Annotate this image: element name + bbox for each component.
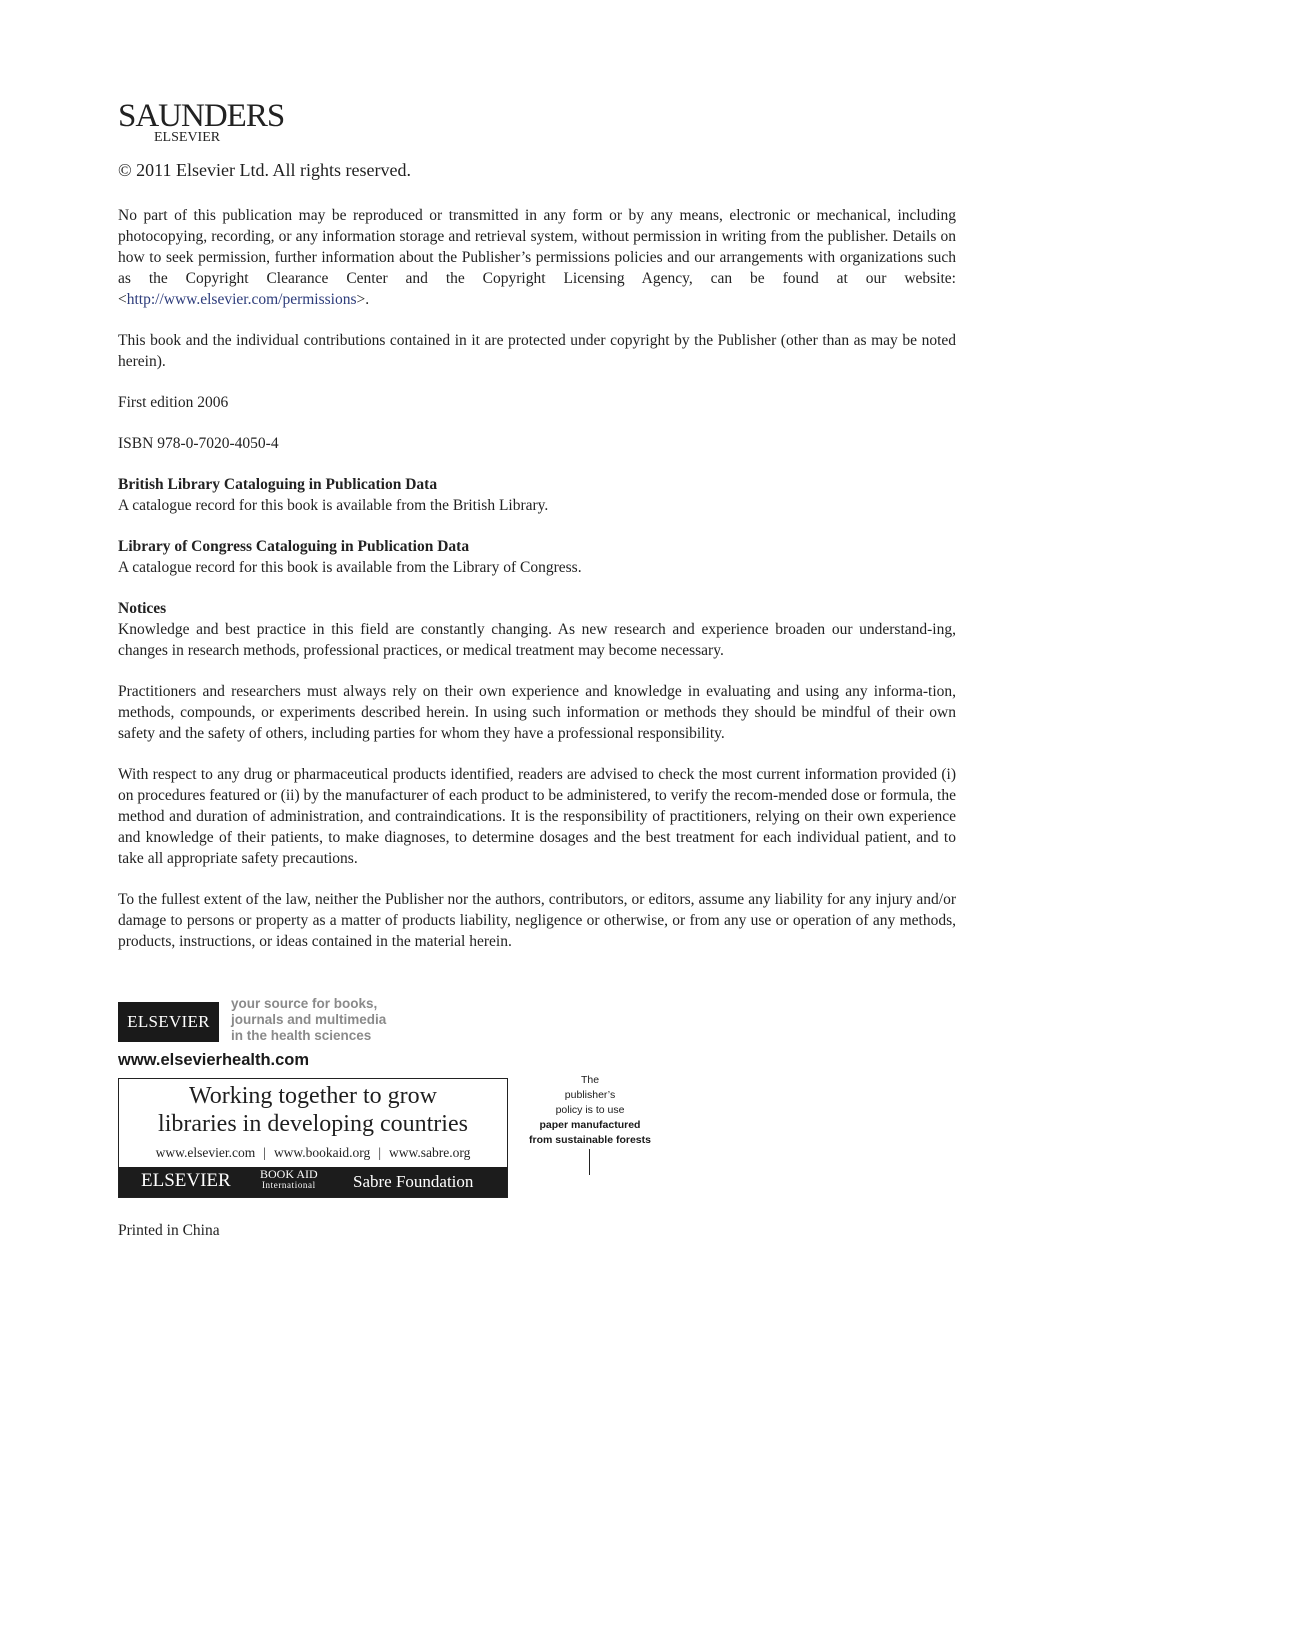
working-together-box [118,1078,508,1198]
forest-line-3: policy is to use [555,1104,625,1116]
forest-line-5: from sustainable forests [529,1134,651,1146]
congress-heading: Library of Congress Cataloguing in Publication Data [118,538,470,555]
bar-sabre-logo: Sabre Foundation [353,1172,474,1191]
tagline-line-1: your source for books, [231,996,378,1011]
bar-bookaid-logo [260,1169,318,1191]
forest-note-divider [589,1149,590,1175]
bar-elsevier-logo: ELSEVIER [141,1170,231,1191]
british-library-section [118,474,956,516]
edition-line: First edition 2006 [118,394,229,411]
bookaid-title: BOOK AID [260,1167,318,1181]
notices-paragraph-3: With respect to any drug or pharmaceutical products identified, readers are advised to check the most current information provided (i) on procedures featured or (ii) by the manufacturer of each product to be administered, to verify the recom-mended dose or formula, the method and duration of administration, and contraindications. It is the responsibility of practitioners, relying on their own experience and knowledge of their patients, to make diagnoses, to determine dosages and the best treatment for each individual patient, and to take all appropriate safety precautions. [118,766,956,867]
notices-paragraph-4: To the fullest extent of the law, neither the Publisher nor the authors, contributors, or editors, assume any liability for any injury and/or damage to persons or property as a matter of products liability, negligence or otherwise, or from any use or operation of any methods, products, instructions, or ideas contained in the material herein. [118,891,956,950]
notices-section [118,598,956,661]
working-together-line-2: libraries in developing countries [158,1111,468,1137]
forest-line-1: The [580,1074,600,1086]
permissions-text-end: >. [356,291,370,308]
copyright-line: © 2011 Elsevier Ltd. All rights reserved. [118,160,411,180]
notices-paragraph-2: Practitioners and researchers must always rely on their own experience and knowledge in evaluating and using any informa-tion, methods, compounds, or experiments described herein. In using such information or methods they should be mindful of their own safety and the safety of others, including parties for whom they have a professional responsibility. [118,683,956,742]
protected-paragraph: This book and the individual contributions contained in it are protected under copyright by the Publisher (other than as may be noted herein). [118,332,956,370]
working-together-line-1: Working together to grow [188,1083,437,1109]
elsevier-box-logo: ELSEVIER [118,1002,219,1042]
printed-in-line: Printed in China [118,1222,220,1239]
notices-heading: Notices [118,600,167,617]
congress-section [118,536,956,578]
elsevier-health-url[interactable]: www.elsevierhealth.com [118,1051,310,1069]
permissions-paragraph [118,205,956,310]
tagline-line-2: journals and multimedia [231,1012,387,1027]
elsevier-tagline [231,996,431,1044]
url-bookaid[interactable]: www.bookaid.org [273,1145,371,1160]
tagline-line-3: in the health sciences [231,1028,372,1043]
partner-logo-bar [119,1167,507,1197]
working-together-urls [119,1145,507,1161]
british-library-text: A catalogue record for this book is available from the British Library. [118,497,549,514]
logo-saunders: SAUNDERS [118,98,285,134]
url-separator: | [378,1145,382,1160]
congress-text: A catalogue record for this book is available from the Library of Congress. [118,559,582,576]
logo-elsevier: ELSEVIER [154,130,221,145]
copyright-body [118,205,956,972]
sustainable-forest-note [520,1073,660,1148]
notices-paragraph-1: Knowledge and best practice in this field are constantly changing. As new research and experience broaden our understand-ing, changes in research methods, professional practices, or medical treatment may become necessary. [118,621,956,659]
url-separator: | [263,1145,266,1160]
forest-line-2: publisher’s [564,1089,616,1101]
url-sabre[interactable]: www.sabre.org [389,1145,471,1160]
publisher-logo [118,100,284,145]
bookaid-subtitle: International [261,1180,316,1190]
permissions-text: No part of this publication may be reproduced or transmitted in any form or by any means, electronic or mechanical, including photocopying, recording, or any information storage and retrieval system, without permission in writing from the publisher. Details on how to seek permission, further information about the Publisher’s permissions policies and our arrangements with organizations such as the Copyright Clearance Center and the Copyright Licensing Agency, can be found at our website: < [118,207,956,308]
url-elsevier[interactable]: www.elsevier.com [155,1145,256,1160]
british-library-heading: British Library Cataloguing in Publication Data [118,476,438,493]
permissions-link[interactable]: http://www.elsevier.com/permissions [126,291,357,308]
forest-line-4: paper manufactured [539,1119,641,1131]
isbn-line: ISBN 978-0-7020-4050-4 [118,435,279,452]
